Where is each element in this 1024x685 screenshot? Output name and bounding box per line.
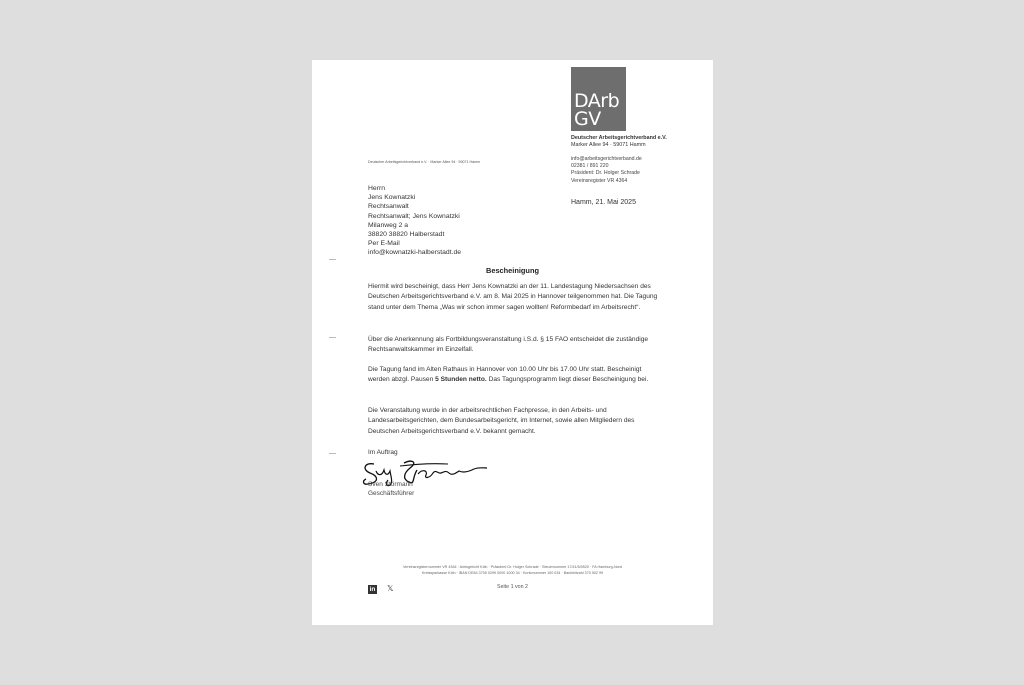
paragraph-publicity: Die Veranstaltung wurde in der arbeitsrechtlichen Fachpresse, in den Arbeits- und Landesarbeitsgerichten, dem Bundesarbeitsgericht, im Internet, sowie allen Mitgliedern des Deutschen Arbeitsgerichtsverband e.V. bekannt gemacht.	[368, 407, 635, 435]
paragraph-attendance: Hiermit wird bescheinigt, dass Herr Jens Kownatzki an der 11. Landestagung Niedersachsen des Deutschen Arbeitsgerichtsverband e.V. am 8. Mai 2025 in Hannover teilgenommen hat. Die Tagung stand unter dem Thema „Was wir schon immer sagen wollten! Reformbedarf im Arbeitsrecht“.	[368, 283, 658, 311]
org-register: Vereinsregister VR 4364	[571, 177, 628, 184]
fold-mark: —	[329, 450, 336, 457]
org-logo	[571, 67, 626, 131]
org-email: info@arbeitsgerichtverband.de	[571, 156, 642, 162]
paragraph-recognition: Über die Anerkennung als Fortbildungsveranstaltung i.S.d. § 15 FAO entscheidet die zuständige Rechtsanwaltskammer im Einzelfall.	[368, 336, 649, 354]
linkedin-icon[interactable]: in	[369, 586, 376, 593]
letter-date: Hamm, 21. Mai 2025	[571, 199, 636, 206]
org-contact	[571, 156, 642, 185]
signer-block	[368, 480, 414, 498]
signer-name: Sven Störmann	[368, 481, 413, 488]
org-address: Marker Allee 94 · 59071 Hamm	[571, 142, 646, 148]
signer-role: Geschäftsführer	[368, 490, 415, 497]
letter-page	[312, 60, 713, 625]
duration-text: Die Tagung fand im Alten Rathaus in Hannover von 10.00 Uhr bis 17.00 Uhr statt. Bescheinigt werden abzgl. Pausen	[368, 366, 642, 384]
paragraph-duration	[368, 365, 660, 386]
fold-mark: —	[329, 256, 336, 263]
duration-text-end: Das Tagungsprogramm liegt dieser Bescheinigung bei.	[486, 376, 649, 384]
footer-register: Vereinsregisternummer VR 4364 · Amtsgericht Köln · Präsident Dr. Holger Schrade · Steuernummer 17/41/5/0520 · FA Hamburg-Nord	[403, 565, 622, 569]
recipient-office: Rechtsanwalt; Jens Kownatzki	[368, 212, 460, 220]
org-name: Deutscher Arbeitsgerichtverband e.V.	[571, 135, 667, 141]
logo-text-line2: GV	[574, 108, 601, 130]
org-president: Präsident: Dr. Holger Schrade	[571, 170, 640, 177]
closing-label: Im Auftrag	[368, 449, 398, 456]
recipient-street: Milanweg 2 a	[368, 221, 409, 229]
logo-text-line1: DArb	[574, 90, 620, 112]
recipient-email: info@kownatzki-halberstadt.de	[368, 249, 462, 257]
recipient-name: Jens Kownatzki	[368, 194, 416, 202]
x-icon[interactable]: 𝕏	[387, 584, 394, 593]
letter-footer	[312, 564, 713, 576]
punch-mark: —	[329, 334, 336, 341]
recipient-profession: Rechtsanwalt	[368, 203, 409, 211]
sender-line: Deutscher Arbeitsgerichtverband e.V. · Marker Allee 94 · 59071 Hamm	[368, 160, 481, 164]
org-phone: 02381 / 891 220	[571, 163, 609, 170]
recipient-address	[368, 184, 461, 258]
duration-hours: 5 Stunden netto.	[435, 376, 487, 384]
recipient-salutation: Herrn	[368, 185, 385, 192]
document-title: Bescheinigung	[486, 266, 539, 275]
recipient-city: 38820 38820 Halberstadt	[368, 231, 445, 239]
page-number: Seite 1 von 2	[497, 584, 528, 590]
footer-bank: Kreissparkasse Köln · IBAN DE84 3705 0299 0000 1000 34 · Kontonummer 100 034 · Bankleitzahl 370 502 99	[421, 571, 604, 575]
org-block	[571, 135, 667, 149]
recipient-delivery: Per E-Mail	[368, 240, 400, 248]
